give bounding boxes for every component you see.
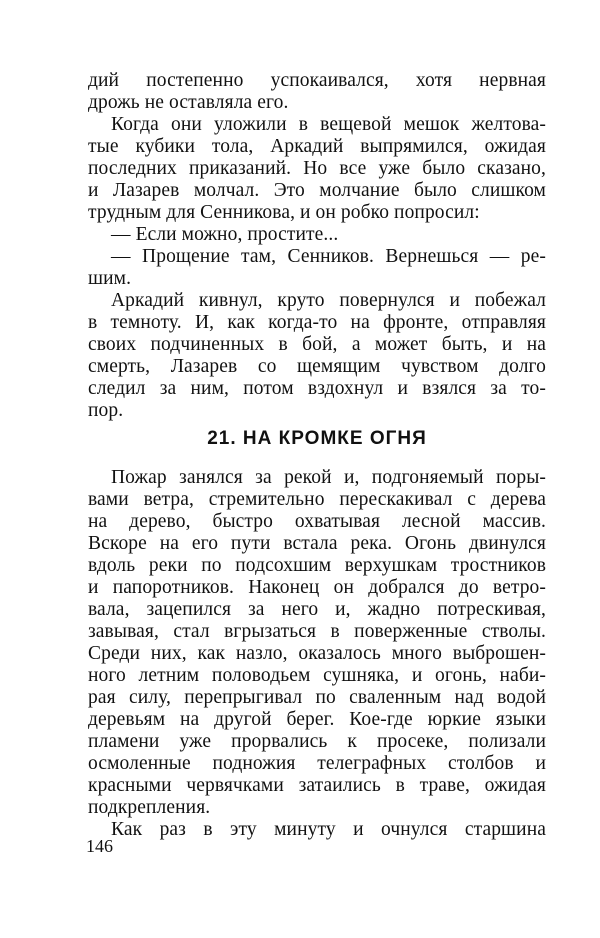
- text-line: и Лазарев молчал. Это молчание было слишком: [88, 180, 546, 201]
- text-line: на дерево, быстро охватывая лесной массив.: [88, 511, 546, 532]
- text-line: и папоротников. Наконец он добрался до ветро-: [88, 577, 546, 598]
- text-line: смерть, Лазарев со щемящим чувством долго: [88, 356, 546, 377]
- text-line: Как раз в эту минуту и очнулся старшина: [111, 819, 546, 840]
- text-line: — Если можно, простите...: [111, 224, 339, 245]
- text-line: ного летним половодьем сушняка, и огонь, наби-: [88, 665, 546, 686]
- text-line: последних приказаний. Но все уже было сказано,: [88, 158, 546, 179]
- text-line: в темноту. И, как когда-то на фронте, отправляя: [88, 312, 546, 333]
- text-line: тые кубики тола, Аркадий выпрямился, ожидая: [88, 136, 546, 157]
- text-line: вдоль реки по подсохшим верхушкам тростников: [88, 555, 546, 576]
- text-line: Аркадий кивнул, круто повернулся и побежал: [111, 290, 546, 311]
- text-line: трудным для Сенникова, и он робко попросил:: [88, 202, 480, 223]
- text-line: рая силу, перепрыгивал по сваленным над водой: [88, 687, 546, 708]
- text-line: — Прощение там, Сенников. Вернешься — ре-: [111, 246, 546, 267]
- text-line: деревьям на другой берег. Кое-где юркие языки: [88, 709, 546, 730]
- text-line: пламени уже прорвались к просеке, полизали: [88, 731, 546, 752]
- text-line: завывая, стал вгрызаться в поверженные стволы.: [88, 621, 546, 642]
- text-line: Вскоре на его пути встала река. Огонь двинулся: [88, 533, 546, 554]
- text-line: своих подчиненных в бой, а может быть, и на: [88, 334, 546, 355]
- text-line: Среди них, как назло, оказалось много выброшен-: [88, 643, 546, 664]
- text-line: вами ветра, стремительно перескакивал с дерева: [88, 489, 546, 510]
- text-line: Когда они уложили в вещевой мешок желтова-: [111, 114, 546, 135]
- chapter-heading: 21. НА КРОМКЕ ОГНЯ: [207, 428, 427, 449]
- text-line: дрожь не оставляла его.: [88, 92, 289, 113]
- text-line: шим.: [88, 268, 132, 289]
- text-line: красными червячками затаились в траве, ожидая: [88, 775, 546, 796]
- text-line: подкрепления.: [88, 797, 211, 818]
- text-line: вала, зацепился за него и, жадно потрескивая,: [88, 599, 546, 620]
- text-line: дий постепенно успокаивался, хотя нервная: [88, 70, 546, 91]
- text-line: пор.: [88, 400, 124, 421]
- text-line: осмоленные подножия телеграфных столбов и: [88, 753, 546, 774]
- text-line: Пожар занялся за рекой и, подгоняемый поры-: [111, 467, 546, 488]
- text-line: следил за ним, потом вздохнул и взялся за то-: [88, 378, 546, 399]
- page-number: 146: [86, 836, 113, 856]
